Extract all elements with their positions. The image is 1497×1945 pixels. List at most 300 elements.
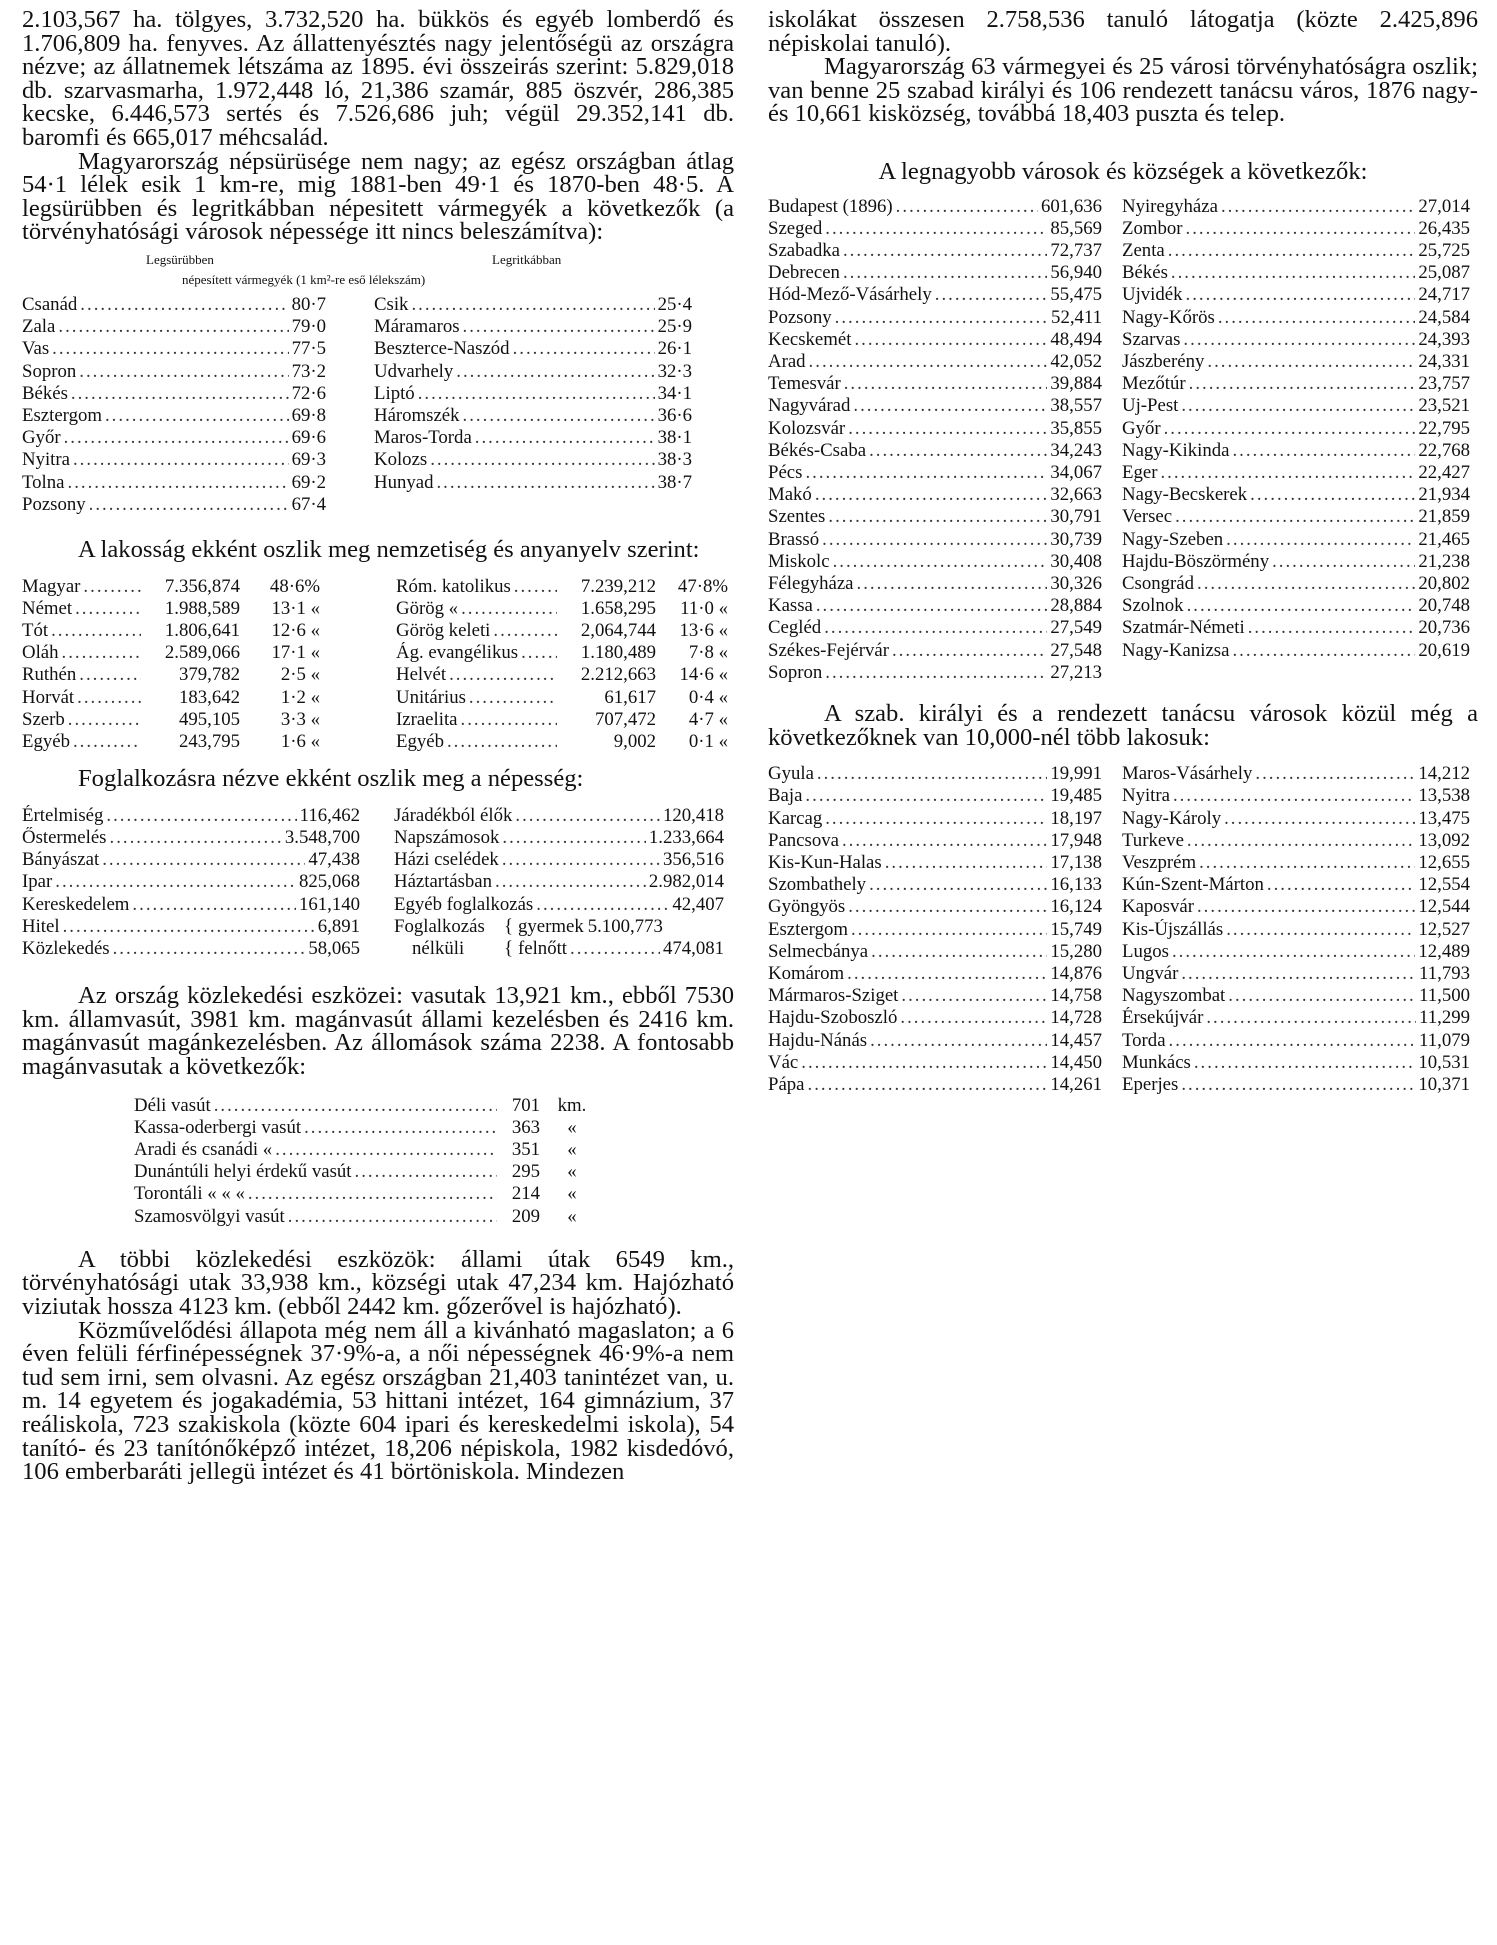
- row-value: 39,884: [1050, 373, 1102, 395]
- row-percent: 7·8 «: [688, 642, 728, 664]
- row-percent: 14·6 «: [679, 664, 728, 686]
- row-name: Nagy-Becskerek: [1122, 484, 1248, 506]
- row-value: 16,124: [1050, 896, 1102, 918]
- row-value: 85,569: [1050, 217, 1102, 239]
- row-value: 20,748: [1418, 595, 1470, 617]
- row-percent: 1·2 «: [280, 686, 320, 708]
- row-value: 161,140: [298, 893, 360, 915]
- row-name: Helvét: [396, 664, 447, 686]
- occupation-table: [22, 805, 734, 960]
- table-row: [768, 351, 1102, 373]
- row-value: 351: [511, 1138, 540, 1160]
- table-row: [22, 642, 320, 664]
- row-name: Versec: [1122, 506, 1173, 528]
- row-value: 79·0: [291, 316, 326, 338]
- paragraph-roads: A többi közlekedési eszközök: állami útak 6549 km., törvényhatósági utak 33,938 km., községi utak 47,234 km. Hajózható viziutak hossza 4123 km. (ebből 2442 km. gőzerővel is hajózható).: [22, 1245, 734, 1320]
- table-row: [22, 576, 320, 598]
- table-row: [768, 196, 1102, 218]
- row-percent: 2·5 «: [280, 664, 320, 686]
- row-value: 42,407: [672, 893, 724, 915]
- row-value: 30,408: [1050, 550, 1102, 572]
- row-value: 12,489: [1418, 940, 1470, 962]
- row-name: Magyar: [22, 575, 81, 597]
- row-value: 214: [511, 1183, 540, 1205]
- row-percent: 48·6%: [269, 575, 320, 597]
- table-row: [768, 240, 1102, 262]
- table-row: [394, 894, 724, 916]
- occupation-adult-label: felnőtt: [518, 938, 568, 959]
- table-row: [768, 595, 1102, 617]
- row-name: Baja: [768, 785, 803, 807]
- row-name: Nagyvárad: [768, 395, 851, 417]
- row-value: 356,516: [662, 849, 724, 871]
- row-name: Esztergom: [22, 404, 102, 426]
- table-row: [22, 472, 326, 494]
- row-value: 3.548,700: [284, 826, 360, 848]
- row-value: 21,934: [1418, 484, 1470, 506]
- row-value: 11,079: [1419, 1029, 1470, 1051]
- table-row: [374, 383, 692, 405]
- row-value: 27,548: [1050, 639, 1102, 661]
- table-row: [1122, 351, 1470, 373]
- row-name: Arad: [768, 350, 806, 372]
- row-name: Háromszék: [374, 404, 460, 426]
- table-row: [22, 827, 360, 849]
- row-name: Munkács: [1122, 1051, 1191, 1073]
- row-value: 36·6: [657, 404, 692, 426]
- row-value: 16,133: [1050, 874, 1102, 896]
- row-name: Kún-Szent-Márton: [1122, 874, 1264, 896]
- occupation-idle-label-2: nélküli: [412, 938, 465, 959]
- row-name: Vas: [22, 338, 50, 360]
- row-name: Temesvár: [768, 373, 841, 395]
- table-row: [768, 506, 1102, 528]
- row-percent: 13·1 «: [271, 597, 320, 619]
- row-name: Tót: [22, 619, 49, 641]
- table-row: [1122, 963, 1470, 985]
- row-name: Ág. evangélikus: [396, 642, 519, 664]
- row-name: Komárom: [768, 963, 845, 985]
- row-percent: 4·7 «: [688, 708, 728, 730]
- row-name: Hajdu-Szoboszló: [768, 1007, 898, 1029]
- table-row: [22, 849, 360, 871]
- occupation-list-right: [394, 805, 724, 960]
- table-row: [374, 405, 692, 427]
- row-name: Nagy-Kanizsa: [1122, 639, 1230, 661]
- row-value: 14,212: [1418, 763, 1470, 785]
- row-value: 24,393: [1418, 328, 1470, 350]
- row-name: Hitel: [22, 915, 60, 937]
- row-value: 19,991: [1050, 763, 1102, 785]
- row-name: Kolozsvár: [768, 417, 846, 439]
- row-value: 20,619: [1418, 639, 1470, 661]
- row-name: Szeged: [768, 217, 823, 239]
- row-name: Bányászat: [22, 849, 100, 871]
- row-value: 11,793: [1419, 963, 1470, 985]
- row-name: Pozsony: [768, 306, 832, 328]
- table-row: [134, 1206, 604, 1228]
- table-row: [394, 827, 724, 849]
- table-row: [22, 709, 320, 731]
- row-value: 24,717: [1418, 284, 1470, 306]
- occupation-adult-value: 474,081: [662, 938, 724, 959]
- row-name: Félegyháza: [768, 573, 854, 595]
- row-percent: 17·1 «: [271, 642, 320, 664]
- row-value: 22,427: [1418, 462, 1470, 483]
- row-name: Brassó: [768, 528, 820, 550]
- table-row: [1122, 395, 1470, 417]
- table-row: [768, 307, 1102, 329]
- row-name: Szerb: [22, 708, 65, 730]
- table-row: [768, 830, 1102, 852]
- row-value: 34,067: [1050, 462, 1102, 483]
- table-row: [768, 573, 1102, 595]
- table-row: [1122, 874, 1470, 896]
- towns-table: [768, 763, 1478, 1096]
- row-value: 38·7: [657, 471, 692, 493]
- row-value: 20,736: [1418, 617, 1470, 639]
- table-row: [22, 361, 326, 383]
- row-name: Eperjes: [1122, 1074, 1179, 1096]
- row-value: 825,068: [298, 871, 360, 893]
- table-row: [22, 449, 326, 471]
- row-name: Uj-Pest: [1122, 395, 1179, 417]
- row-name: Unitárius: [396, 686, 466, 708]
- table-row: [22, 494, 326, 516]
- row-name: Tolna: [22, 471, 65, 493]
- row-name: Maros-Torda: [374, 427, 472, 449]
- row-value: 11,299: [1419, 1007, 1470, 1029]
- paragraph-education: Közművelődési állapota még nem áll a kivánható magaslaton; a 6 éven felüli férfinépességnek 37·9%-a, a női népességnek 46·9%-a nem tud sem irni, sem olvasni. Az egész országban 21,403 tanintézet van, u. m. 14 egyetem és jogakadémia, 53 hittani intézet, 164 gimnázium, 37 reáliskola, 723 szakiskola (közte 604 ipari és kereskedelmi iskola), 54 tanító- és 23 tanítónőképző intézet, 18,206 népiskola, 1982 kisdedóvó, 106 emberbaráti jellegü intézet és 41 börtöniskola. Mindezen: [22, 1316, 734, 1486]
- row-name: Csanád: [22, 293, 78, 315]
- row-name: Napszámosok: [394, 826, 500, 848]
- row-name: Kis-Kun-Halas: [768, 852, 882, 874]
- table-row: [134, 1183, 604, 1205]
- row-name: Zombor: [1122, 217, 1183, 239]
- row-name: Ungvár: [1122, 963, 1179, 985]
- row-name: Veszprém: [1122, 852, 1197, 874]
- table-row: [768, 1074, 1102, 1096]
- row-value: 12,527: [1418, 918, 1470, 940]
- row-value: 72·6: [291, 382, 326, 404]
- table-row: [768, 763, 1102, 785]
- row-name: Mezőtúr: [1122, 373, 1186, 395]
- row-value: 77·5: [291, 338, 326, 360]
- row-name: Görög «: [396, 597, 459, 619]
- row-count: 1.180,489: [580, 642, 656, 664]
- table-row: [768, 218, 1102, 240]
- row-count: 2,064,744: [580, 619, 656, 641]
- table-row: [396, 731, 728, 753]
- row-count: 9,002: [613, 730, 656, 752]
- row-value: 48,494: [1050, 328, 1102, 350]
- table-row: [374, 472, 692, 494]
- row-name: Görög keleti: [396, 619, 491, 641]
- row-name: Pancsova: [768, 829, 839, 851]
- table-row: [1122, 551, 1470, 573]
- row-value: 25·4: [657, 293, 692, 315]
- row-value: 34,243: [1050, 439, 1102, 461]
- table-row: [1122, 573, 1470, 595]
- row-unit: «: [567, 1183, 577, 1205]
- row-name: Nagy-Kőrös: [1122, 306, 1215, 328]
- row-name: Kereskedelem: [22, 893, 130, 915]
- row-percent: 13·6 «: [679, 619, 728, 641]
- row-name: Nagy-Károly: [1122, 807, 1222, 829]
- row-count: 379,782: [178, 664, 240, 686]
- row-value: 38·3: [657, 449, 692, 471]
- row-name: Szabadka: [768, 239, 840, 261]
- row-unit: «: [567, 1116, 577, 1138]
- row-name: Maros-Vásárhely: [1122, 763, 1253, 785]
- largest-cities-table: [768, 196, 1478, 684]
- table-row: [22, 294, 326, 316]
- table-row: [768, 1030, 1102, 1052]
- table-row: [394, 938, 724, 960]
- row-value: 26,435: [1418, 217, 1470, 239]
- row-name: Oláh: [22, 642, 59, 664]
- row-value: 27,549: [1050, 617, 1102, 639]
- paragraph-occupation: Foglalkozásra nézve ekként oszlik meg a népesség:: [78, 765, 584, 793]
- row-value: 23,521: [1418, 395, 1470, 417]
- row-name: Győr: [22, 427, 61, 449]
- row-name: Pápa: [768, 1074, 805, 1096]
- row-value: 601,636: [1040, 195, 1102, 217]
- row-value: 13,538: [1418, 785, 1470, 807]
- row-value: 701: [511, 1094, 540, 1116]
- row-value: 14,457: [1050, 1029, 1102, 1051]
- table-row: [22, 338, 326, 360]
- table-row: [22, 316, 326, 338]
- table-row: [394, 849, 724, 871]
- row-name: Udvarhely: [374, 360, 454, 382]
- paragraph-livestock: 2.103,567 ha. tölgyes, 3.732,520 ha. bükkös és egyéb lomberdő és 1.706,809 ha. fenyves. Az állattenyésztés nagy jelentőségü az országra nézve; az állatnemek létszáma az 1895. évi összeirás szerint: 5.829,018 db. szarvasmarha, 1.972,448 ló, 21,386 szamár, 885 öszvér, 286,385 kecske, 6.446,573 sertés és 7.526,686 juh; végül 29.352,141 db. baromfi és 665,017 méhcsalád.: [22, 6, 734, 151]
- row-value: 14,728: [1050, 1007, 1102, 1029]
- table-row: [394, 916, 724, 938]
- row-name: Egyéb: [396, 730, 444, 752]
- table-row: [1122, 595, 1470, 617]
- row-name: Csongrád: [1122, 573, 1194, 595]
- row-name: Szatmár-Németi: [1122, 617, 1245, 639]
- table-row: [768, 896, 1102, 918]
- table-row: [396, 687, 728, 709]
- occupation-list-left: [22, 805, 360, 960]
- table-row: [1122, 617, 1470, 639]
- row-name: Makó: [768, 484, 812, 506]
- brace-icon: {: [504, 938, 514, 959]
- row-value: 6,891: [317, 915, 360, 937]
- row-name: Érsekújvár: [1122, 1007, 1204, 1029]
- left-column: [22, 8, 734, 1484]
- row-value: 25·9: [657, 316, 692, 338]
- row-name: Szamosvölgyi vasút: [134, 1205, 285, 1227]
- row-count: 183,642: [178, 686, 240, 708]
- railway-table: [134, 1095, 604, 1228]
- row-value: 363: [511, 1116, 540, 1138]
- row-name: Gyula: [768, 763, 814, 785]
- row-value: 15,280: [1050, 940, 1102, 962]
- row-value: 73·2: [291, 360, 326, 382]
- table-row: [22, 871, 360, 893]
- row-value: 34·1: [657, 382, 692, 404]
- row-value: 24,584: [1418, 306, 1470, 328]
- row-name: Déli vasút: [134, 1094, 211, 1116]
- row-percent: 0·4 «: [688, 686, 728, 708]
- row-unit: «: [567, 1138, 577, 1160]
- religion-list: [396, 576, 728, 754]
- paragraph-administration: Magyarország 63 vármegyei és 25 városi törvényhatóságra oszlik; van benne 25 szabad királyi és 106 rendezett tanácsu város, 1876 nagy- és 10,661 kisközség, továbbá 18,403 puszta és telep.: [768, 53, 1478, 128]
- row-value: 30,791: [1050, 506, 1102, 528]
- row-name: Torontáli « « «: [134, 1183, 245, 1205]
- row-value: 17,138: [1050, 852, 1102, 874]
- row-value: 24,331: [1418, 350, 1470, 372]
- table-row: [22, 664, 320, 686]
- nationality-list: [22, 576, 320, 754]
- table-row: [374, 338, 692, 360]
- row-percent: 11·0 «: [680, 597, 728, 619]
- table-row: [22, 894, 360, 916]
- table-row: [1122, 262, 1470, 284]
- row-name: Szarvas: [1122, 328, 1181, 350]
- table-row: [22, 916, 360, 938]
- row-value: 2.982,014: [648, 871, 724, 893]
- table-row: [1122, 1007, 1470, 1029]
- row-value: 58,065: [308, 938, 360, 959]
- row-name: Kassa-oderbergi vasút: [134, 1116, 302, 1138]
- row-name: Győr: [1122, 417, 1161, 439]
- row-percent: 12·6 «: [271, 619, 320, 641]
- row-name: Házi cselédek: [394, 849, 499, 871]
- table-row: [768, 1052, 1102, 1074]
- row-name: Sopron: [768, 661, 823, 683]
- density-header-dense: Legsürübben: [146, 251, 214, 267]
- row-count: 2.212,663: [580, 664, 656, 686]
- density-header-sub: népesített vármegyék (1 km²-re eső lélekszám): [182, 271, 426, 287]
- row-name: Horvát: [22, 686, 75, 708]
- row-value: 23,757: [1418, 373, 1470, 395]
- row-name: Nagyszombat: [1122, 985, 1226, 1007]
- table-row: [768, 395, 1102, 417]
- table-row: [1122, 919, 1470, 941]
- row-value: 27,213: [1050, 661, 1102, 683]
- table-row: [768, 808, 1102, 830]
- row-name: Eger: [1122, 462, 1158, 483]
- row-unit: «: [567, 1205, 577, 1227]
- row-name: Nyitra: [1122, 785, 1170, 807]
- row-value: 12,554: [1418, 874, 1470, 896]
- row-percent: 0·1 «: [688, 730, 728, 752]
- table-row: [768, 874, 1102, 896]
- row-name: Izraelita: [396, 708, 458, 730]
- row-percent: 1·6 «: [280, 730, 320, 752]
- table-row: [394, 805, 724, 827]
- row-name: Pozsony: [22, 493, 86, 515]
- table-row: [1122, 284, 1470, 306]
- row-value: 14,758: [1050, 985, 1102, 1007]
- table-row: [768, 662, 1102, 684]
- table-row: [396, 664, 728, 686]
- row-value: 32·3: [657, 360, 692, 382]
- row-name: Nagy-Kikinda: [1122, 439, 1230, 461]
- row-name: Máramaros: [374, 316, 460, 338]
- table-row: [1122, 373, 1470, 395]
- row-value: 27,014: [1418, 195, 1470, 217]
- row-value: 30,326: [1050, 573, 1102, 595]
- heading-largest-cities: A legnagyobb városok és községek a következők:: [878, 157, 1368, 185]
- row-value: 30,739: [1050, 528, 1102, 550]
- table-row: [374, 361, 692, 383]
- row-value: 20,802: [1418, 573, 1470, 595]
- row-value: 69·6: [291, 427, 326, 449]
- row-name: Csik: [374, 293, 409, 315]
- table-row: [1122, 830, 1470, 852]
- row-name: Esztergom: [768, 918, 848, 940]
- row-value: 21,238: [1418, 550, 1470, 572]
- row-value: 21,465: [1418, 528, 1470, 550]
- row-name: Jászberény: [1122, 350, 1205, 372]
- row-value: 116,462: [299, 804, 360, 826]
- row-name: Cegléd: [768, 617, 822, 639]
- row-name: Gyöngyös: [768, 896, 846, 918]
- row-value: 38,557: [1050, 395, 1102, 417]
- table-row: [396, 576, 728, 598]
- density-header-sparse: Legritkábban: [492, 251, 562, 267]
- row-name: Sopron: [22, 360, 77, 382]
- table-row: [1122, 440, 1470, 462]
- row-name: Értelmiség: [22, 804, 104, 826]
- table-row: [1122, 506, 1470, 528]
- cities-list-left: [768, 196, 1102, 684]
- row-value: 14,876: [1050, 963, 1102, 985]
- table-row: [374, 316, 692, 338]
- table-row: [1122, 462, 1470, 484]
- row-name: Miskolc: [768, 550, 830, 572]
- table-row: [22, 938, 360, 960]
- table-row: [768, 963, 1102, 985]
- row-value: 17,948: [1050, 829, 1102, 851]
- table-row: [768, 262, 1102, 284]
- row-name: Hód-Mező-Vásárhely: [768, 284, 932, 306]
- row-name: Hunyad: [374, 471, 434, 493]
- row-name: Budapest (1896): [768, 195, 893, 217]
- row-name: Székes-Fejérvár: [768, 639, 889, 661]
- table-row: [768, 785, 1102, 807]
- row-percent: 47·8%: [677, 575, 728, 597]
- table-row: [1122, 808, 1470, 830]
- nationality-religion-table: [22, 576, 734, 754]
- table-row: [768, 373, 1102, 395]
- row-name: Liptó: [374, 382, 415, 404]
- row-value: 72,737: [1050, 239, 1102, 261]
- row-value: 32,663: [1050, 484, 1102, 506]
- row-value: 25,725: [1418, 239, 1470, 261]
- table-row: [1122, 1030, 1470, 1052]
- table-row: [768, 462, 1102, 484]
- row-value: 28,884: [1050, 595, 1102, 617]
- row-value: 13,092: [1418, 829, 1470, 851]
- table-row: [1122, 1052, 1470, 1074]
- table-row: [396, 620, 728, 642]
- row-value: 47,438: [308, 849, 360, 871]
- row-name: Selmecbánya: [768, 940, 869, 962]
- row-count: 61,617: [604, 686, 656, 708]
- table-row: [374, 449, 692, 471]
- row-unit: «: [567, 1161, 577, 1183]
- row-name: Háztartásban: [394, 871, 493, 893]
- table-row: [768, 617, 1102, 639]
- paragraph-transport: Az ország közlekedési eszközei: vasutak 13,921 km., ebből 7530 km. államvasút, 3981 km. magánvasút állami kezelésben és 2416 km. magánvasút magánkezelésben. Az állomások száma 2238. A fontosabb magánvasutak a következők:: [22, 982, 734, 1080]
- table-row: [134, 1161, 604, 1183]
